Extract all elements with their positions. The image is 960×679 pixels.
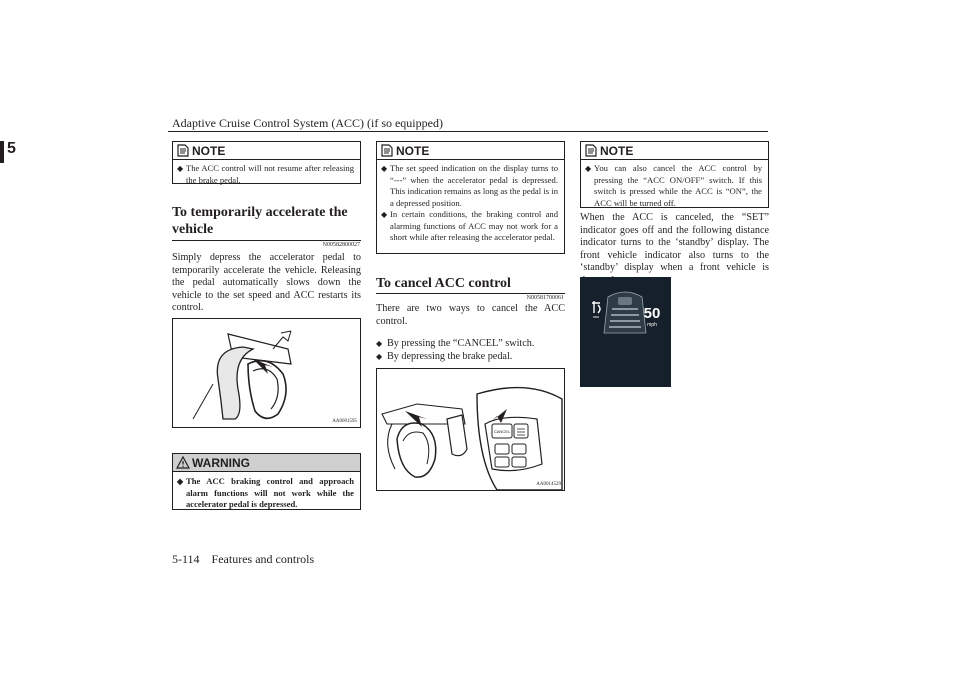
cancel-result-paragraph: When the ACC is canceled, the “SET” indicator goes off and the following distance indicator turns to the ‘standby’ display. The front vehicle indicator also turns to the ‘standby’ display when a front vehicle is <box>580 212 769 274</box>
note-item <box>381 163 558 209</box>
section-code: N00581700061 <box>526 295 564 301</box>
page-footer: 5-114 Features and controls <box>172 552 315 566</box>
figure-label: AA0001595 <box>332 419 357 424</box>
warning-heading <box>173 454 360 472</box>
list-item <box>376 338 565 351</box>
cancel-methods-list <box>376 338 565 363</box>
list-item-text: By depressing the brake pedal. <box>387 350 513 362</box>
warning-triangle-icon <box>176 456 190 469</box>
note-item <box>177 163 354 186</box>
section-rule <box>172 240 361 241</box>
section-rule <box>376 293 565 294</box>
note-heading-text: NOTE <box>192 143 226 158</box>
warning-item-text: The ACC braking control and approach alarm functions will not work while the accelerator pedal is depressed. <box>186 476 354 509</box>
chapter-tab-bar <box>0 141 4 163</box>
brake-pedal-and-steering-switch-illustration <box>377 369 564 490</box>
note-item <box>381 209 558 244</box>
header-rule <box>168 131 768 132</box>
bullet-diamond-icon: ◆ <box>585 164 592 173</box>
instrument-display-figure <box>580 277 671 387</box>
cancel-switch-label: CANCEL <box>493 429 511 434</box>
section-title: To cancel ACC control <box>376 276 511 291</box>
list-item <box>376 351 565 364</box>
chapter-number: 5 <box>7 140 16 157</box>
note-item <box>585 163 762 209</box>
note-item-text: You can also cancel the ACC control by pressing the “ACC ON/OFF” switch. If this switch is pressed while the ACC is “ON”, the ACC will be turned off. <box>594 163 762 208</box>
warning-item <box>177 476 354 511</box>
standby-display-illustration <box>580 277 671 387</box>
figure-label: AA0014529 <box>536 482 561 487</box>
warning-heading-text: WARNING <box>192 455 250 470</box>
note-icon <box>380 144 394 157</box>
note-heading <box>581 142 768 160</box>
note-box <box>580 141 769 208</box>
bullet-diamond-icon: ◆ <box>177 164 184 173</box>
cancel-switch-figure <box>376 368 565 491</box>
note-item-text: The ACC control will not resume after releasing the brake pedal. <box>186 163 354 185</box>
page-header-title: Adaptive Cruise Control System (ACC) (if so equipped) <box>172 116 443 130</box>
bullet-diamond-icon: ◆ <box>376 351 383 361</box>
note-heading-text: NOTE <box>600 143 634 158</box>
accelerator-pedal-figure <box>172 318 361 428</box>
note-item-text: The set speed indication on the display turns to “---” when the accelerator pedal is depressed. This indication remains as long as the pedal is in a depressed position. <box>390 163 558 208</box>
note-icon <box>584 144 598 157</box>
display-speed: 50 <box>643 305 661 322</box>
note-heading-text: NOTE <box>396 143 430 158</box>
bullet-diamond-icon: ◆ <box>177 477 184 486</box>
bullet-diamond-icon: ◆ <box>381 210 388 219</box>
note-box <box>172 141 361 184</box>
bullet-diamond-icon: ◆ <box>381 164 388 173</box>
accelerator-pedal-illustration <box>173 319 360 427</box>
section-title: To temporarily accelerate the vehicle <box>172 205 348 237</box>
display-unit: mph <box>647 322 657 328</box>
note-box <box>376 141 565 254</box>
section-body: Simply depress the accelerator pedal to temporarily accelerate the vehicle. Releasing the pedal automatically slows down the vehicle to the set speed and ACC restarts its control. <box>172 252 361 314</box>
bullet-diamond-icon: ◆ <box>376 339 383 348</box>
section-code: N00582800027 <box>322 242 360 248</box>
section-body: There are two ways to cancel the ACC control. <box>376 303 565 327</box>
list-item-text: By pressing the “CANCEL” switch. <box>387 338 535 349</box>
note-icon <box>176 144 190 157</box>
note-heading <box>377 142 564 160</box>
warning-box <box>172 453 361 510</box>
note-item-text: In certain conditions, the braking control and alarming functions of ACC may not work for a short while after releasing the accelerator pedal. <box>390 209 558 242</box>
note-heading <box>173 142 360 160</box>
